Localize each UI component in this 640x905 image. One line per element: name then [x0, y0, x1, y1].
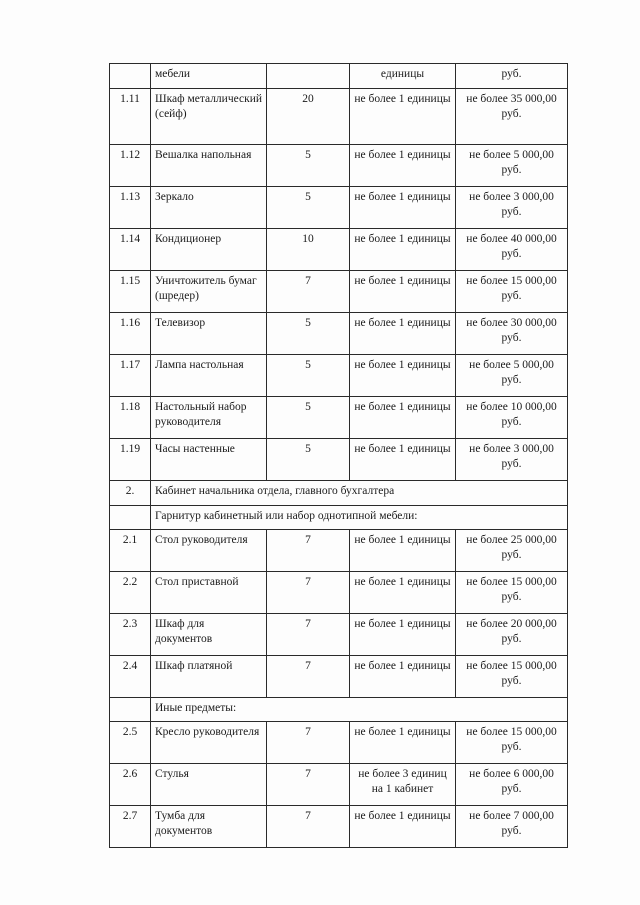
item-service-life: 7	[267, 614, 350, 656]
item-number: 1.15	[110, 271, 151, 313]
item-number: 2.6	[110, 764, 151, 806]
item-quantity-norm: единицы	[350, 64, 456, 89]
item-number: 1.17	[110, 355, 151, 397]
item-name: Лампа настольная	[151, 355, 267, 397]
item-service-life: 5	[267, 187, 350, 229]
item-number: 1.16	[110, 313, 151, 355]
item-quantity-norm: не более 1 единицы	[350, 806, 456, 848]
item-service-life	[267, 64, 350, 89]
item-quantity-norm: не более 1 единицы	[350, 271, 456, 313]
item-service-life: 7	[267, 722, 350, 764]
item-number: 2.3	[110, 614, 151, 656]
item-service-life: 5	[267, 145, 350, 187]
table-row	[110, 722, 568, 764]
table-row	[110, 397, 568, 439]
item-service-life: 7	[267, 530, 350, 572]
item-name: Зеркало	[151, 187, 267, 229]
table-row	[110, 271, 568, 313]
item-number	[110, 64, 151, 89]
item-quantity-norm: не более 1 единицы	[350, 656, 456, 698]
table-row	[110, 439, 568, 481]
item-quantity-norm: не более 1 единицы	[350, 397, 456, 439]
item-price-limit: не более 15 000,00 руб.	[456, 656, 568, 698]
item-name: Стол приставной	[151, 572, 267, 614]
subsection-header-row	[110, 506, 568, 530]
item-number: 1.18	[110, 397, 151, 439]
item-number: 2.2	[110, 572, 151, 614]
subsection-header-row	[110, 698, 568, 722]
item-quantity-norm: не более 1 единицы	[350, 530, 456, 572]
table-row	[110, 572, 568, 614]
table-body	[110, 64, 568, 848]
subsection-title: Гарнитур кабинетный или набор однотипной мебели:	[151, 506, 568, 530]
item-name: Часы настенные	[151, 439, 267, 481]
item-name: Настольный набор руководителя	[151, 397, 267, 439]
item-number: 1.11	[110, 89, 151, 145]
item-price-limit: не более 3 000,00 руб.	[456, 439, 568, 481]
item-service-life: 7	[267, 271, 350, 313]
item-number: 2.1	[110, 530, 151, 572]
item-number: 1.14	[110, 229, 151, 271]
item-price-limit: не более 40 000,00 руб.	[456, 229, 568, 271]
item-service-life: 20	[267, 89, 350, 145]
item-quantity-norm: не более 1 единицы	[350, 187, 456, 229]
subsection-number	[110, 698, 151, 722]
item-quantity-norm: не более 3 единиц на 1 кабинет	[350, 764, 456, 806]
item-service-life: 5	[267, 439, 350, 481]
item-price-limit: не более 25 000,00 руб.	[456, 530, 568, 572]
item-number: 1.13	[110, 187, 151, 229]
item-price-limit: не более 7 000,00 руб.	[456, 806, 568, 848]
item-name: Кресло руководителя	[151, 722, 267, 764]
item-quantity-norm: не более 1 единицы	[350, 313, 456, 355]
table-row	[110, 229, 568, 271]
table-row	[110, 806, 568, 848]
item-name: Вешалка напольная	[151, 145, 267, 187]
table-row	[110, 764, 568, 806]
item-price-limit: руб.	[456, 64, 568, 89]
item-service-life: 5	[267, 355, 350, 397]
table-row	[110, 64, 568, 89]
item-number: 2.4	[110, 656, 151, 698]
item-quantity-norm: не более 1 единицы	[350, 722, 456, 764]
furniture-norms-table	[109, 63, 568, 848]
item-name: Шкаф для документов	[151, 614, 267, 656]
item-quantity-norm: не более 1 единицы	[350, 614, 456, 656]
table-row	[110, 656, 568, 698]
item-name: Шкаф платяной	[151, 656, 267, 698]
item-price-limit: не более 6 000,00 руб.	[456, 764, 568, 806]
item-service-life: 5	[267, 313, 350, 355]
table-row	[110, 313, 568, 355]
item-quantity-norm: не более 1 единицы	[350, 439, 456, 481]
table-row	[110, 614, 568, 656]
item-number: 2.7	[110, 806, 151, 848]
item-name: Стулья	[151, 764, 267, 806]
item-service-life: 7	[267, 656, 350, 698]
item-service-life: 7	[267, 764, 350, 806]
table-row	[110, 355, 568, 397]
item-price-limit: не более 5 000,00 руб.	[456, 145, 568, 187]
item-name: Телевизор	[151, 313, 267, 355]
table-row	[110, 145, 568, 187]
item-service-life: 7	[267, 806, 350, 848]
item-service-life: 5	[267, 397, 350, 439]
subsection-title: Иные предметы:	[151, 698, 568, 722]
table-row	[110, 187, 568, 229]
item-name: Стол руководителя	[151, 530, 267, 572]
section-header-row	[110, 481, 568, 506]
item-price-limit: не более 10 000,00 руб.	[456, 397, 568, 439]
section-number: 2.	[110, 481, 151, 506]
item-number: 1.12	[110, 145, 151, 187]
item-quantity-norm: не более 1 единицы	[350, 145, 456, 187]
item-number: 2.5	[110, 722, 151, 764]
item-price-limit: не более 15 000,00 руб.	[456, 572, 568, 614]
table-row	[110, 89, 568, 145]
item-price-limit: не более 35 000,00 руб.	[456, 89, 568, 145]
item-quantity-norm: не более 1 единицы	[350, 89, 456, 145]
item-quantity-norm: не более 1 единицы	[350, 229, 456, 271]
item-name: Кондиционер	[151, 229, 267, 271]
item-name: Уничтожитель бумаг (шредер)	[151, 271, 267, 313]
item-service-life: 7	[267, 572, 350, 614]
item-price-limit: не более 3 000,00 руб.	[456, 187, 568, 229]
item-price-limit: не более 20 000,00 руб.	[456, 614, 568, 656]
item-name: Тумба для документов	[151, 806, 267, 848]
item-number: 1.19	[110, 439, 151, 481]
item-name: Шкаф металлический (сейф)	[151, 89, 267, 145]
subsection-number	[110, 506, 151, 530]
item-price-limit: не более 30 000,00 руб.	[456, 313, 568, 355]
item-price-limit: не более 5 000,00 руб.	[456, 355, 568, 397]
item-price-limit: не более 15 000,00 руб.	[456, 271, 568, 313]
table-row	[110, 530, 568, 572]
item-quantity-norm: не более 1 единицы	[350, 572, 456, 614]
item-price-limit: не более 15 000,00 руб.	[456, 722, 568, 764]
item-name: мебели	[151, 64, 267, 89]
item-quantity-norm: не более 1 единицы	[350, 355, 456, 397]
section-title: Кабинет начальника отдела, главного бухгалтера	[151, 481, 568, 506]
item-service-life: 10	[267, 229, 350, 271]
